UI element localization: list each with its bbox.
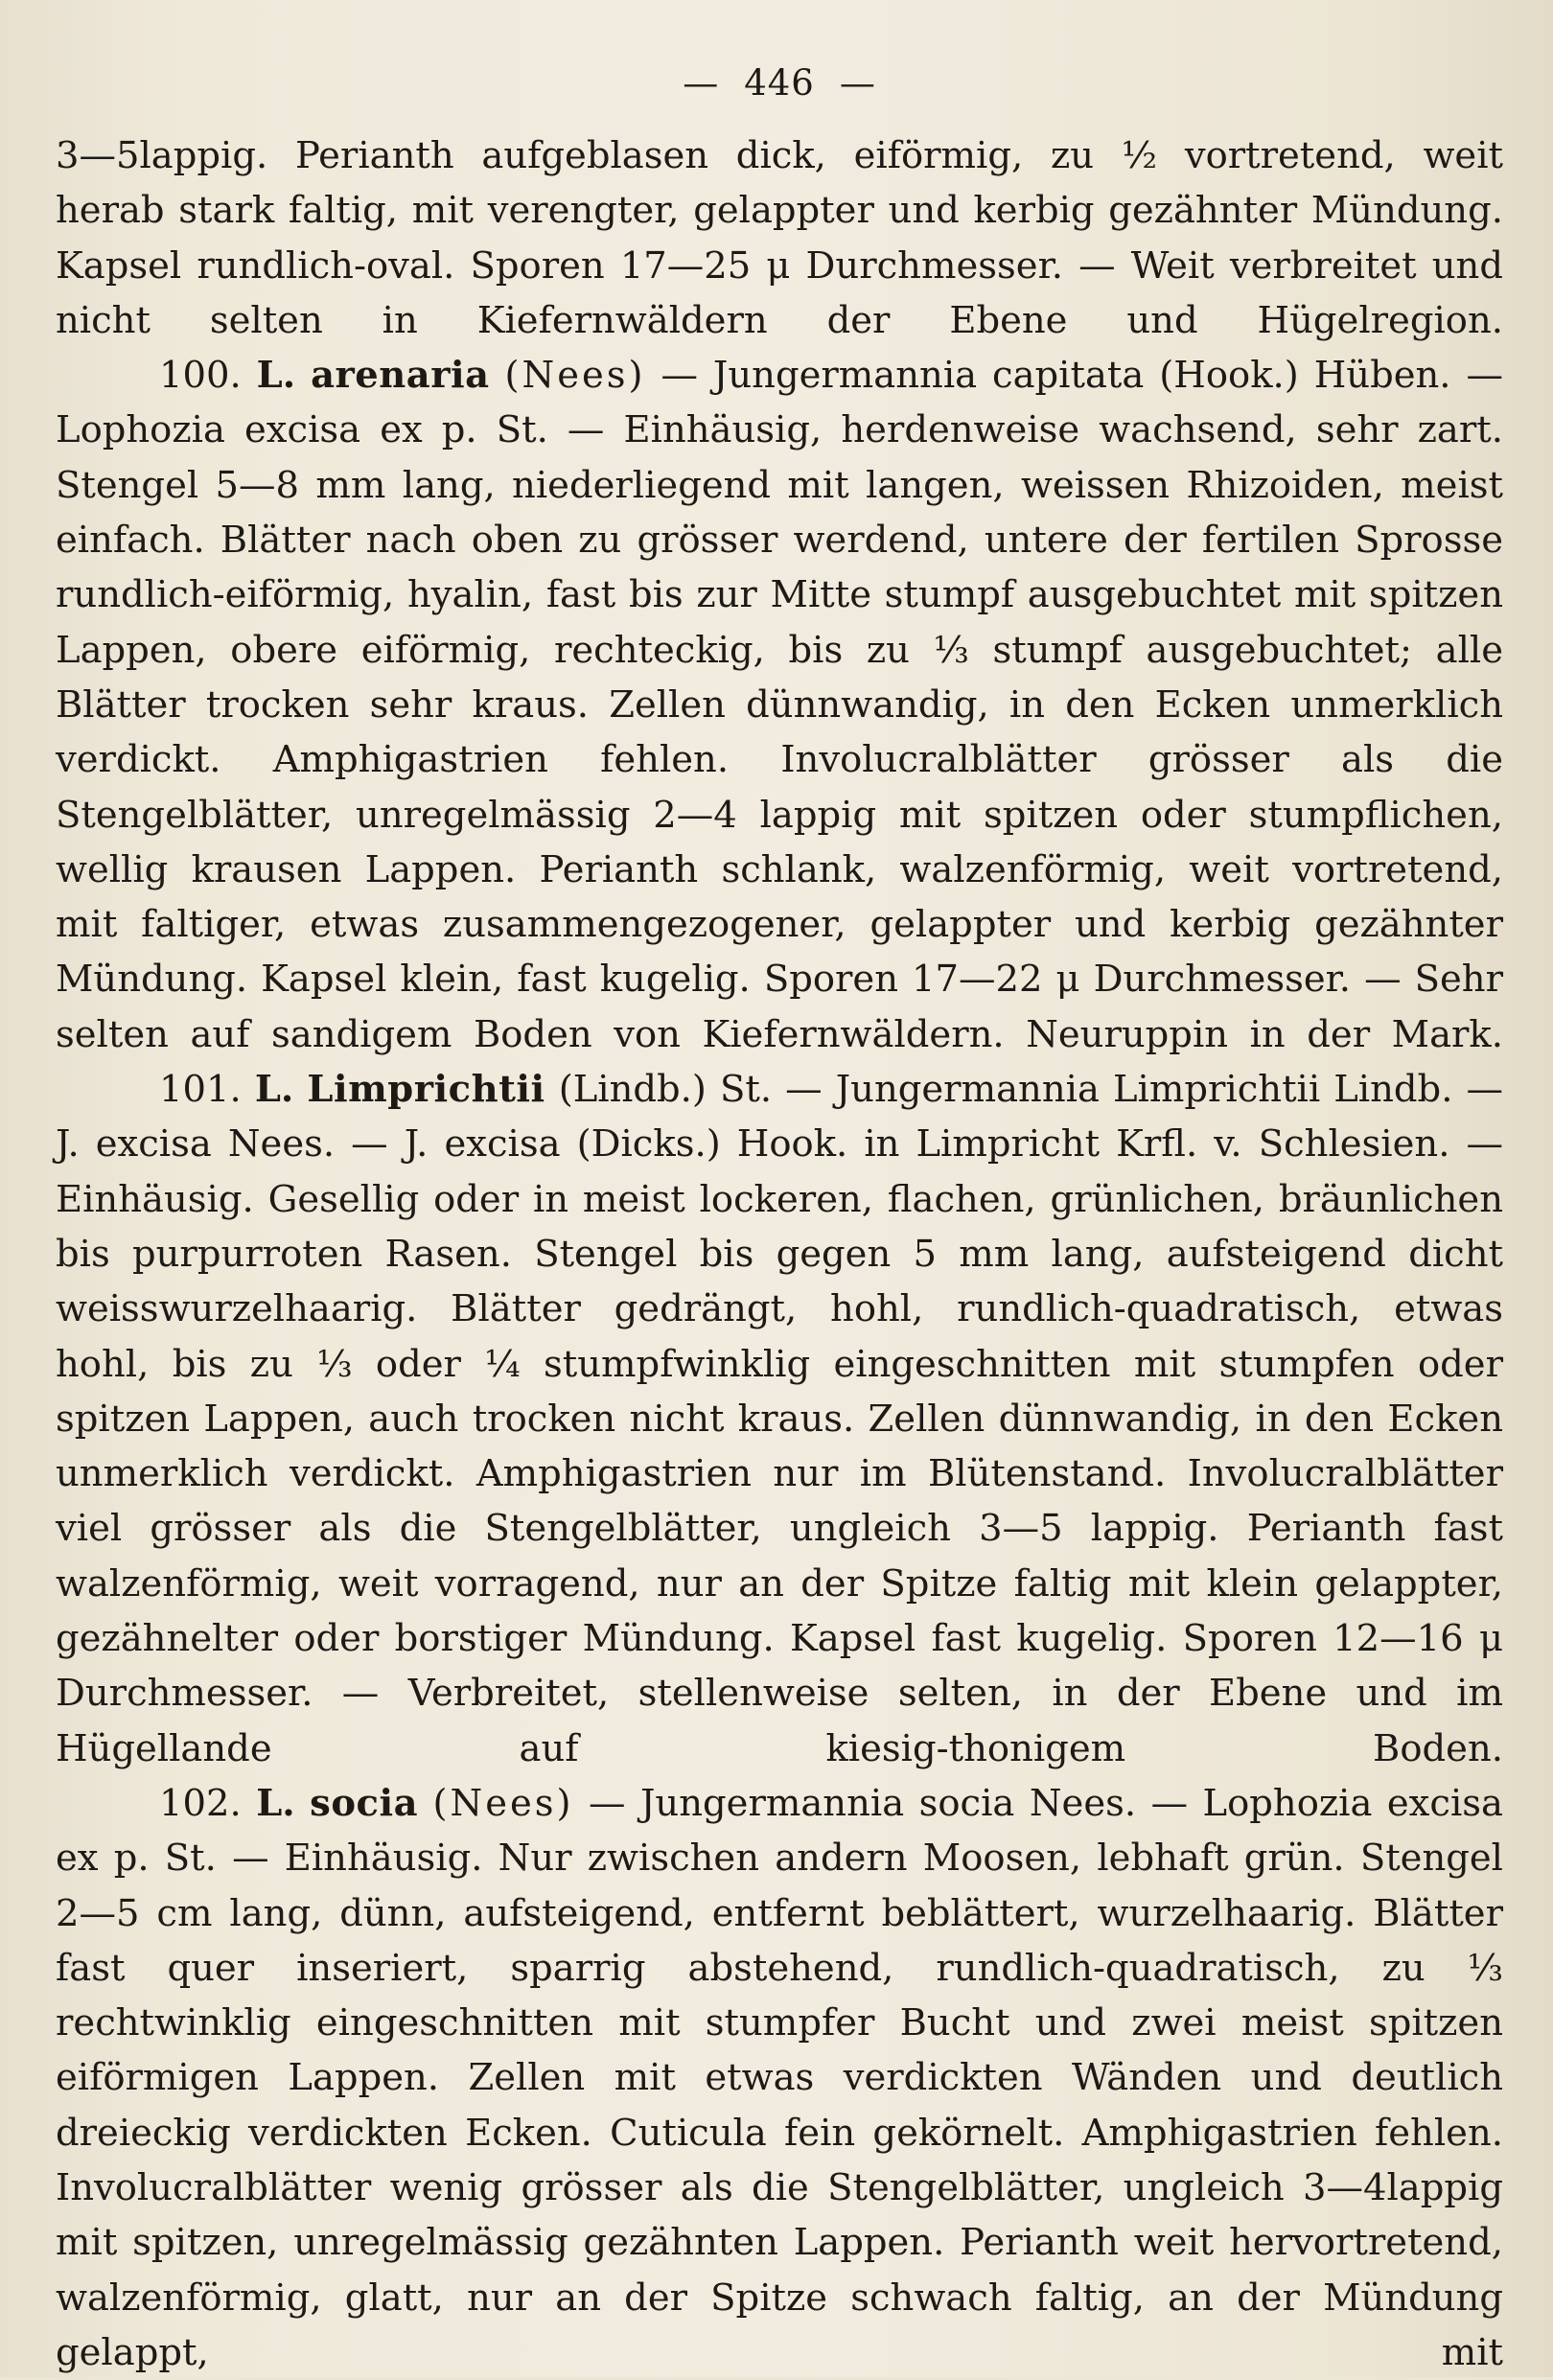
entry-text: — Jungermannia socia Nees. — Lophozia excisa ex p. St. — Einhäusig. Nur zwischen andern Moosen, lebhaft grün. Stengel 2—5 cm lang, dünn, aufsteigend, entfernt beblättert, wurzelhaarig. Blätter fast quer inseriert, sparrig abstehend, rundlich-quadratisch, zu ⅓ rechtwinklig eingeschnitten mit stumpfer Bucht und zwei meist spitzen eiförmigen Lappen. Zellen mit etwas verdickten Wänden und deutlich dreieckig verdickten Ecken. Cuticula fein gekörnelt. Amphigastrien fehlen. Involucralblätter wenig grösser als die Stengelblätter, ungleich 3—4lappig mit spitzen, unregelmässig gezähnten Lappen. Perianth weit hervortretend, walzenförmig, glatt, nur an der Spitze schwach faltig, an der Mündung gelappt, mit: [56, 1781, 1503, 2374]
entry-author: (Nees): [504, 354, 646, 398]
page-body: [56, 104, 1503, 2380]
entry-102: [56, 1776, 1503, 2380]
header-dash-right: —: [839, 62, 876, 104]
entry-author: (Lindb.) St.: [558, 1068, 773, 1112]
entry-author: (Nees): [432, 1781, 574, 1825]
header-dash-left: —: [683, 62, 720, 104]
entry-number: 101.: [159, 1068, 242, 1112]
page-number: 446: [744, 62, 815, 104]
entry-species: Limprichtii: [307, 1068, 545, 1112]
entry-text: — Jungermannia Limprichtii Lindb. — J. excisa Nees. — J. excisa (Dicks.) Hook. in Limpricht Krfl. v. Schlesien. — Einhäusig. Gesellig oder in meist lockeren, flachen, grünlichen, bräunlichen bis purpurroten Rasen. Stengel bis gegen 5 mm lang, aufsteigend dicht weisswurzelhaarig. Blätter gedrängt, hohl, rundlich-quadratisch, etwas hohl, bis zu ⅓ oder ¼ stumpfwinklig eingeschnitten mit stumpfen oder spitzen Lappen, auch trocken nicht kraus. Zellen dünnwandig, in den Ecken unmerklich verdickt. Amphigastrien nur im Blütenstand. Involucralblätter viel grösser als die Stengelblätter, ungleich 3—5 lappig. Perianth fast walzenförmig, weit vorragend, nur an der Spitze faltig mit klein gelappter, gezähnelter oder borstiger Mündung. Kapsel fast kugelig. Sporen 12—16 μ Durchmesser. — Verbreitet, stellenweise selten, in der Ebene und im Hügellande auf kiesig-thonigem Boden.: [56, 1068, 1504, 1770]
entry-101: [56, 1062, 1503, 1776]
entry-number: 100.: [159, 354, 242, 398]
entry-100: [56, 348, 1503, 1062]
entry-genus: L.: [256, 354, 296, 398]
entry-text: — Jungermannia capitata (Hook.) Hüben. — Lophozia excisa ex p. St. — Einhäusig, herdenweise wachsend, sehr zart. Stengel 5—8 mm lang, niederliegend mit langen, weissen Rhizoiden, meist einfach. Blätter nach oben zu grösser werdend, untere der fertilen Sprosse rundlich-eiförmig, hyalin, fast bis zur Mitte stumpf ausgebuchtet mit spitzen Lappen, obere eiförmig, rechteckig, bis zu ⅓ stumpf ausgebuchtet; alle Blätter trocken sehr kraus. Zellen dünnwandig, in den Ecken unmerklich verdickt. Amphigastrien fehlen. Involucralblätter grösser als die Stengelblätter, unregelmässig 2—4 lappig mit spitzen oder stumpflichen, wellig krausen Lappen. Perianth schlank, walzenförmig, weit vortretend, mit faltiger, etwas zusammengezogener, gelappter und kerbig gezähnter Mündung. Kapsel klein, fast kugelig. Sporen 17—22 μ Durchmesser. — Sehr selten auf sandigem Boden von Kiefernwäldern. Neuruppin in der Mark.: [56, 354, 1503, 1056]
entry-species: arenaria: [311, 354, 490, 398]
page-header: [56, 0, 1503, 104]
entry-number: 102.: [159, 1781, 242, 1825]
entry-species: socia: [310, 1781, 419, 1825]
intro-paragraph: 3—5lappig. Perianth aufgeblasen dick, eiförmig, zu ½ vortretend, weit herab stark faltig, mit verengter, gelappter und kerbig gezähnter Mündung. Kapsel rundlich-oval. Sporen 17—25 μ Durchmesser. — Weit verbreitet und nicht selten in Kiefernwäldern der Ebene und Hügelregion.: [56, 134, 1503, 342]
entry-genus: L.: [254, 1068, 294, 1112]
entry-genus: L.: [256, 1781, 295, 1825]
